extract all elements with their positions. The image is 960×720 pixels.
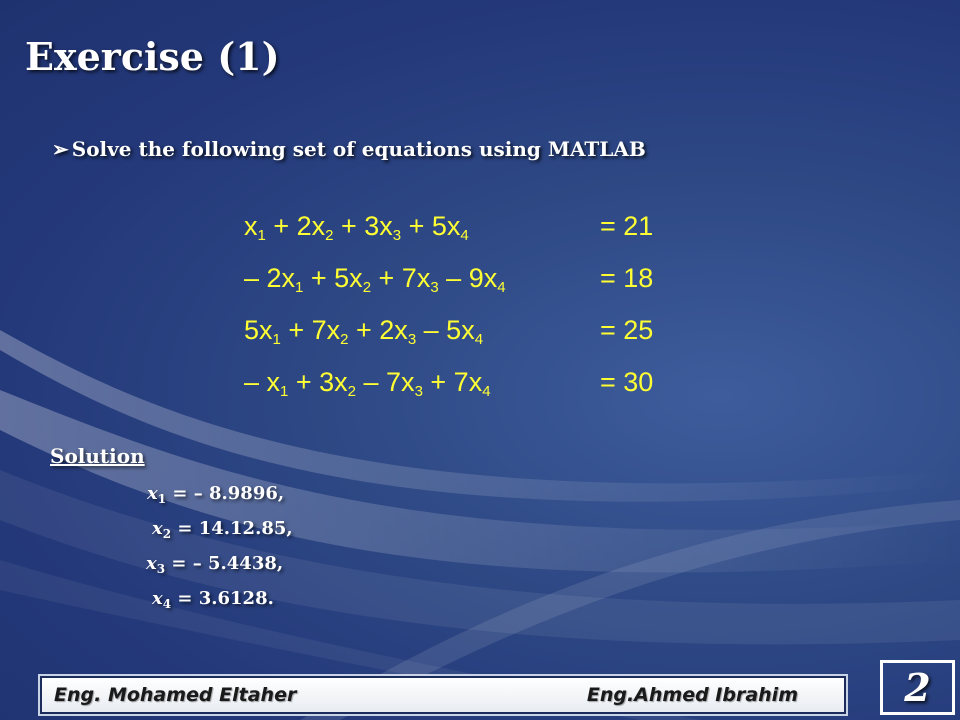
- solution-value: = – 5.4438,: [165, 553, 284, 574]
- equation-rhs: = 30: [600, 367, 654, 397]
- equation-lhs: [244, 257, 600, 309]
- solution-variable: x: [147, 483, 158, 504]
- equation-subscript: 4: [497, 279, 506, 296]
- equation-term: + 5x: [401, 211, 461, 241]
- equation-term: x: [244, 211, 258, 241]
- solution-variable: x: [152, 588, 163, 609]
- equation-subscript: 3: [414, 383, 423, 400]
- footer-author-left: Eng. Mohamed Eltaher: [54, 684, 297, 706]
- equation-term: – 7x: [356, 367, 415, 397]
- page-number: 2: [904, 665, 931, 710]
- equation-subscript: 1: [295, 279, 304, 296]
- equation-lhs: [244, 309, 600, 361]
- instruction-bullet: [52, 137, 646, 161]
- equation-term: + 7x: [280, 315, 341, 345]
- equation-lhs: [244, 361, 600, 413]
- equation-subscript: 3: [392, 227, 402, 244]
- page-number-box: [880, 660, 955, 715]
- instruction-text: Solve the following set of equations using MATLAB: [71, 137, 646, 161]
- equation-subscript: 2: [340, 331, 349, 348]
- equation-subscript: 4: [482, 383, 491, 400]
- equation-subscript: 1: [272, 331, 281, 348]
- slide-title: Exercise (1): [25, 34, 280, 79]
- equation-lhs: [244, 205, 600, 257]
- equation-term: – 5x: [416, 315, 475, 345]
- solution-value: = – 8.9896,: [166, 483, 285, 504]
- equation-subscript: 3: [430, 279, 439, 296]
- equation-subscript: 3: [407, 331, 417, 348]
- solution-subscript: 1: [157, 492, 167, 506]
- solution-x1: [147, 483, 284, 506]
- arrowhead-bullet-icon: ➢: [52, 137, 69, 161]
- equation-subscript: 2: [362, 279, 372, 296]
- equation-subscript: 1: [257, 227, 266, 244]
- solution-x4: [152, 588, 274, 611]
- equation-row: [244, 309, 653, 361]
- solution-subscript: 4: [162, 597, 172, 611]
- equation-subscript: 2: [347, 383, 357, 400]
- solution-x3: [146, 553, 283, 576]
- equation-system: [244, 205, 653, 413]
- equation-subscript: 1: [280, 383, 289, 400]
- equation-row: [244, 205, 653, 257]
- equation-row: [244, 257, 653, 309]
- footer-author-right: Eng.Ahmed Ibrahim: [586, 684, 798, 706]
- equation-term: – 2x: [244, 263, 296, 293]
- equation-term: + 7x: [422, 367, 483, 397]
- equation-subscript: 4: [474, 331, 484, 348]
- equation-subscript: 4: [460, 227, 469, 244]
- solution-heading: Solution: [50, 444, 145, 468]
- equation-term: + 7x: [371, 263, 431, 293]
- solution-value: = 14.12.85,: [171, 518, 293, 539]
- solution-subscript: 2: [162, 527, 172, 541]
- equation-rhs: = 21: [600, 211, 654, 241]
- footer-bar: [40, 676, 846, 714]
- solution-subscript: 3: [156, 562, 166, 576]
- equation-term: – x: [244, 367, 281, 397]
- equation-rhs: = 25: [600, 315, 654, 345]
- equation-subscript: 2: [325, 227, 334, 244]
- equation-term: + 2x: [265, 211, 326, 241]
- solution-variable: x: [146, 553, 157, 574]
- equation-term: + 2x: [348, 315, 408, 345]
- solution-variable: x: [152, 518, 163, 539]
- solution-value: = 3.6128.: [171, 588, 274, 609]
- equation-term: 5x: [244, 315, 273, 345]
- equation-row: [244, 361, 653, 413]
- equation-term: + 3x: [333, 211, 393, 241]
- equation-term: + 3x: [288, 367, 348, 397]
- equation-term: + 5x: [303, 263, 363, 293]
- equation-rhs: = 18: [600, 263, 654, 293]
- equation-term: – 9x: [438, 263, 498, 293]
- solution-x2: [152, 518, 293, 541]
